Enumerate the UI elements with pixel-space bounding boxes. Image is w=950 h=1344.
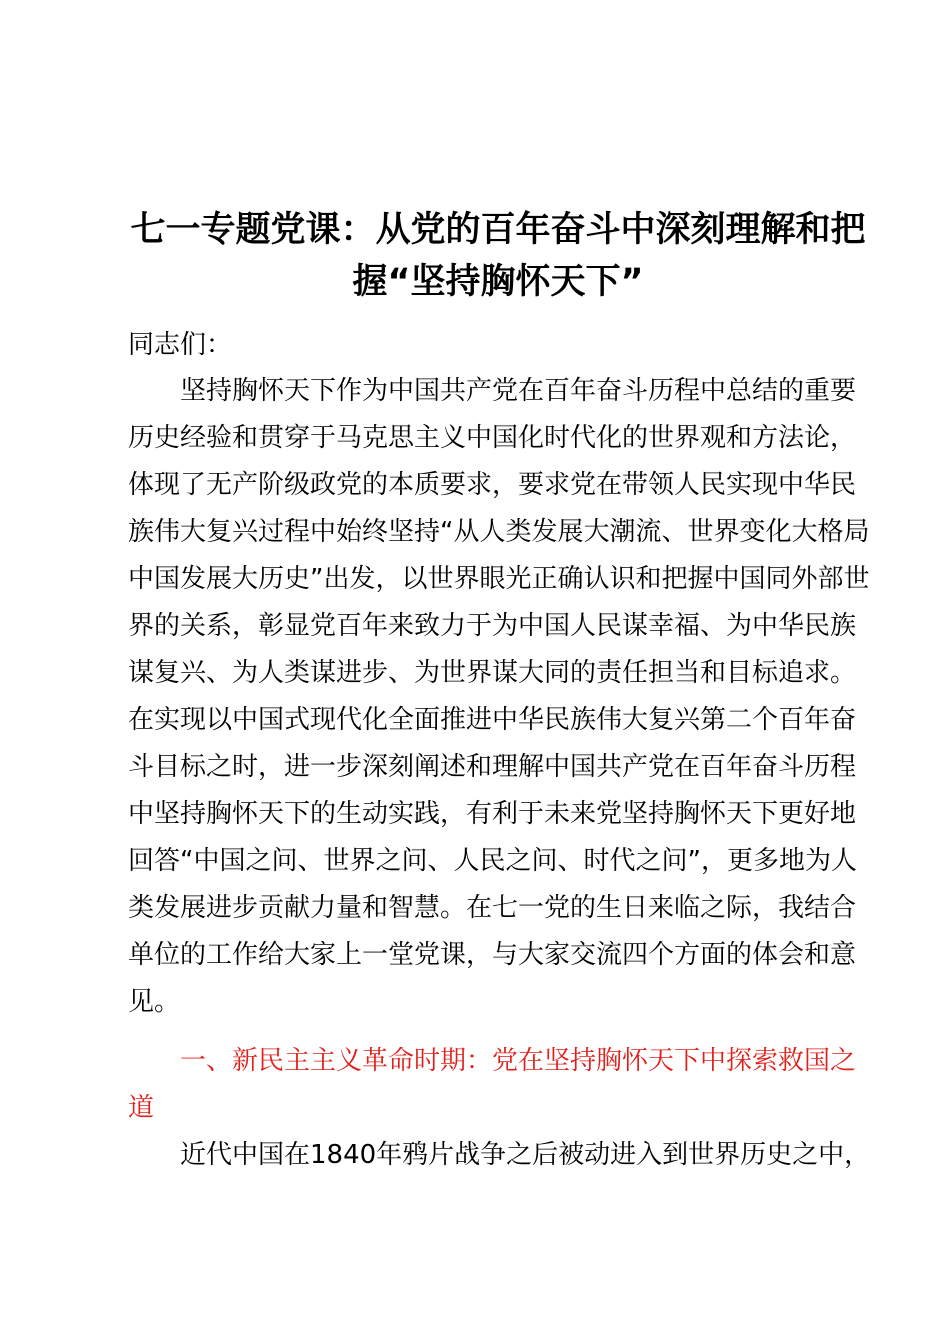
- paragraph-section-1: [128, 1132, 871, 1179]
- text-line: 类发展进步贡献力量和智慧。在七一党的生日来临之际，我结合: [128, 893, 857, 923]
- salutation: 同志们：: [128, 330, 233, 360]
- text-line: 回答“中国之问、世界之问、人民之问、时代之问”，更多地为人: [128, 846, 857, 876]
- text-line: 单位的工作给大家上一堂党课，与大家交流四个方面的体会和意: [128, 940, 857, 970]
- text-line: 体现了无产阶级政党的本质要求，要求党在带领人民实现中华民: [128, 470, 857, 500]
- paragraph-intro: [128, 368, 870, 1026]
- section-heading-1: [128, 1038, 857, 1132]
- text-line: 坚持胸怀天下作为中国共产党在百年奋斗历程中总结的重要: [128, 376, 857, 406]
- text-line: 界的关系，彰显党百年来致力于为中国人民谋幸福、为中华民族: [128, 611, 857, 641]
- text-line: 历史经验和贯穿于马克思主义中国化时代化的世界观和方法论，: [128, 423, 857, 453]
- title-line-1: 七一专题党课：从党的百年奋斗中深刻理解和把: [130, 210, 866, 250]
- text-line: 谋复兴、为人类谋进步、为世界谋大同的责任担当和目标追求。: [128, 658, 857, 688]
- text-line: 见。: [128, 987, 181, 1017]
- text-line: 在实现以中国式现代化全面推进中华民族伟大复兴第二个百年奋: [128, 705, 857, 735]
- document-title: [128, 204, 868, 308]
- heading-line: 道: [128, 1093, 155, 1123]
- text-line: 中国发展大历史”出发，以世界眼光正确认识和把握中国同外部世: [128, 564, 870, 594]
- text-line: 近代中国在1840年鸦片战争之后被动进入到世界历史之中，: [128, 1140, 871, 1170]
- text-line: 斗目标之时，进一步深刻阐述和理解中国共产党在百年奋斗历程: [128, 752, 857, 782]
- heading-line: 一、新民主主义革命时期：党在坚持胸怀天下中探索救国之: [128, 1046, 857, 1076]
- title-line-2: 握“坚持胸怀天下”: [352, 262, 644, 302]
- text-line: 中坚持胸怀天下的生动实践，有利于未来党坚持胸怀天下更好地: [128, 799, 857, 829]
- text-line: 族伟大复兴过程中始终坚持“从人类发展大潮流、世界变化大格局: [128, 517, 870, 547]
